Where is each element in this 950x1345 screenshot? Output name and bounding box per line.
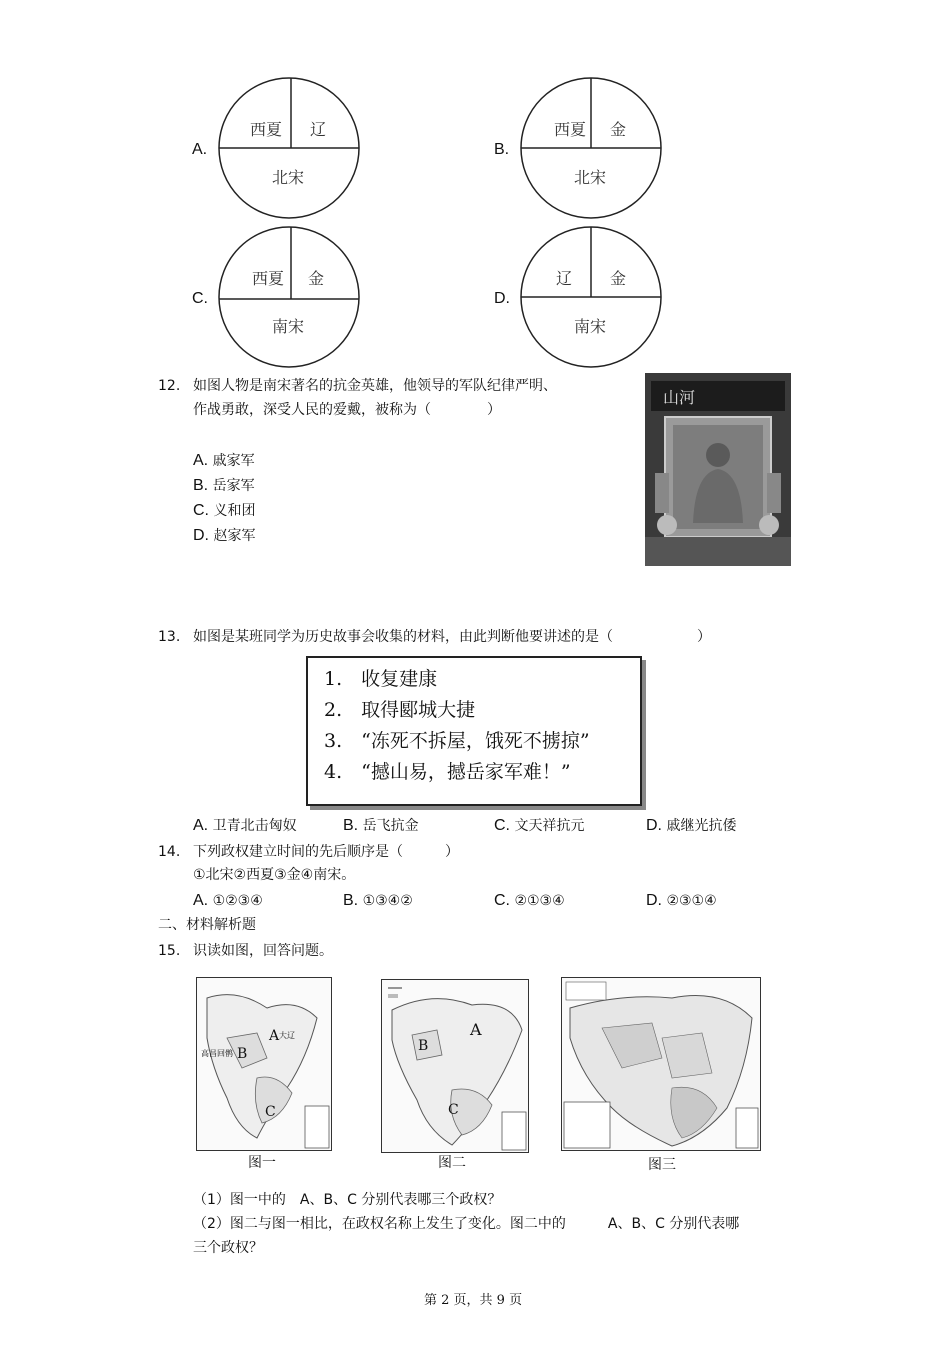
circle-top-left: 西夏 xyxy=(252,269,285,288)
question-text: 作战勇敢，深受人民的爱戴，被称为（ ） xyxy=(193,402,501,418)
option-letter: B. xyxy=(494,141,510,158)
statue-photo xyxy=(645,373,791,566)
map-outline xyxy=(197,978,331,1150)
map-figure-3 xyxy=(561,977,761,1151)
map-caption: 图一 xyxy=(248,1155,276,1171)
question-number: 13. xyxy=(158,629,181,645)
circle-bottom: 南宋 xyxy=(272,317,305,336)
question-text: 下列政权建立时间的先后顺序是（ ） xyxy=(193,844,459,860)
regime-circle-diagram xyxy=(218,226,360,368)
material-card xyxy=(306,656,642,806)
map-label-c: C xyxy=(265,1104,276,1120)
map-figure-1 xyxy=(196,977,332,1151)
map-label-a: A xyxy=(269,1028,280,1044)
regime-circle-diagram xyxy=(520,77,662,219)
material-line: 2. 取得郾城大捷 xyxy=(324,699,476,721)
question-number: 14. xyxy=(158,844,181,860)
circle-top-right: 金 xyxy=(308,269,325,288)
option: D. 赵家军 xyxy=(193,527,256,544)
map-label-extra: 大辽 xyxy=(279,1031,295,1040)
map-label-b: B xyxy=(237,1046,248,1062)
option: B. 岳飞抗金 xyxy=(343,817,419,834)
sub-question-2: （2）图二与图一相比，在政权名称上发生了变化。图二中的 A、B、C 分别代表哪 xyxy=(193,1216,740,1232)
circle-top-right: 金 xyxy=(610,120,627,139)
question-subtext: ①北宋②西夏③金④南宋。 xyxy=(193,867,356,883)
map-label-b: B xyxy=(418,1038,429,1054)
circle-top-left: 辽 xyxy=(556,269,573,288)
sub-question-1: （1）图一中的 A、B、C 分别代表哪三个政权？ xyxy=(193,1192,502,1208)
map-outline xyxy=(562,978,760,1150)
circle-top-left: 西夏 xyxy=(250,120,283,139)
material-line: 3. “冻死不拆屋，饿死不掳掠” xyxy=(324,730,590,752)
map-outline xyxy=(382,980,528,1152)
map-label-west: 高昌回鹘 xyxy=(201,1049,233,1058)
question-number: 15. xyxy=(158,943,181,959)
circle-top-right: 金 xyxy=(610,269,627,288)
question-text: 识读如图，回答问题。 xyxy=(193,943,333,959)
option: D. 戚继光抗倭 xyxy=(646,817,737,834)
question-text: 如图人物是南宋著名的抗金英雄，他领导的军队纪律严明、 xyxy=(193,378,557,394)
option-letter: A. xyxy=(192,141,208,158)
banner-calligraphy: 山河 xyxy=(663,388,696,407)
circle-bottom: 南宋 xyxy=(574,317,607,336)
q12-options xyxy=(193,451,255,551)
circle-bottom: 北宋 xyxy=(272,168,305,187)
option: D. ②③①④ xyxy=(646,892,717,909)
option-letter: D. xyxy=(494,290,510,307)
circle-bottom: 北宋 xyxy=(574,168,607,187)
question-number: 12. xyxy=(158,378,181,394)
page-footer: 第 2 页，共 9 页 xyxy=(424,1293,523,1308)
material-line: 4. “撼山易，撼岳家军难！” xyxy=(324,761,571,783)
option: A. ①②③④ xyxy=(193,892,263,909)
regime-circle-diagram xyxy=(218,77,360,219)
circle-top-left: 西夏 xyxy=(554,120,587,139)
option: B. ①③④② xyxy=(343,892,413,909)
map-figure-2 xyxy=(381,979,529,1153)
material-line: 1. 收复建康 xyxy=(324,668,438,690)
option-letter: C. xyxy=(192,290,208,307)
question-text: 如图是某班同学为历史故事会收集的材料，由此判断他要讲述的是（ ） xyxy=(193,629,711,645)
q11-option-b xyxy=(494,77,774,223)
option: C. ②①③④ xyxy=(494,892,565,909)
option: C. 义和团 xyxy=(193,502,256,519)
regime-circle-diagram xyxy=(520,226,662,368)
map-caption: 图三 xyxy=(648,1157,676,1173)
map-label-a: A xyxy=(470,1020,482,1039)
option: C. 文天祥抗元 xyxy=(494,817,585,834)
option: A. 戚家军 xyxy=(193,452,255,469)
q11-option-c xyxy=(192,226,472,372)
sub-question-2-cont: 三个政权？ xyxy=(193,1240,263,1256)
q11-option-a xyxy=(192,77,472,223)
map-label-c: C xyxy=(448,1102,459,1118)
circle-top-right: 辽 xyxy=(310,120,327,139)
section-heading: 二、材料解析题 xyxy=(158,917,256,933)
option: B. 岳家军 xyxy=(193,477,255,494)
map-caption: 图二 xyxy=(438,1155,466,1171)
option: A. 卫青北击匈奴 xyxy=(193,817,297,834)
q11-option-d xyxy=(494,226,774,372)
